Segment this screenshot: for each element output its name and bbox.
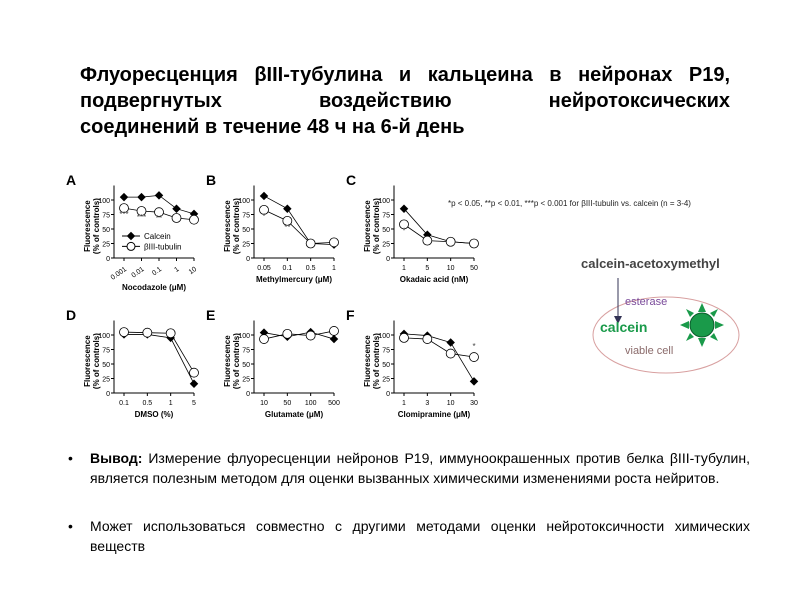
legend-calcein-marker (127, 232, 135, 240)
chart-d (60, 303, 200, 433)
y-axis-label: (% of controls) (232, 333, 241, 390)
tubulin-point (330, 238, 339, 247)
calcein-point (446, 338, 454, 346)
y-axis-label: Fluorescence (223, 200, 232, 252)
y-axis-label: (% of controls) (92, 198, 101, 255)
legend-tubulin: βIII-tubulin (144, 242, 182, 252)
y-tick-label: 25 (242, 376, 250, 384)
series-line-tubulin (264, 331, 334, 339)
calcein-point (190, 379, 198, 387)
tubulin-point (283, 329, 292, 338)
tubulin-point (172, 213, 181, 222)
diagram-top-label: calcein-acetoxymethyl (581, 256, 720, 271)
tubulin-point (470, 239, 479, 248)
tubulin-point (470, 353, 479, 362)
y-tick-label: 25 (382, 376, 390, 384)
cell-outline (593, 297, 739, 373)
y-axis-label: (% of controls) (372, 198, 381, 255)
chart-c (340, 168, 480, 298)
x-tick-label: 10 (260, 400, 268, 407)
tubulin-point (143, 328, 152, 337)
y-tick-label: 75 (242, 212, 250, 220)
y-tick-label: 75 (102, 347, 110, 355)
significance-star: * (472, 342, 476, 352)
y-tick-label: 25 (382, 241, 390, 249)
x-tick-label: 1 (402, 400, 406, 407)
calcein-point (120, 193, 128, 201)
panel-label: C (346, 172, 357, 188)
legend-tubulin-marker (127, 242, 135, 250)
y-tick-label: 0 (386, 256, 390, 263)
x-tick-label: 0.01 (130, 265, 146, 280)
y-tick-label: 50 (102, 227, 110, 234)
fluorescent-cell-icon (680, 303, 724, 347)
calcein-point (330, 335, 338, 343)
x-tick-label: 50 (470, 265, 478, 272)
tubulin-point (400, 333, 409, 342)
y-tick-label: 0 (106, 256, 110, 263)
x-axis-label: DMSO (%) (134, 410, 174, 419)
series-line-tubulin (404, 224, 474, 243)
x-tick-label: 0.05 (257, 265, 271, 272)
series-line-calcein (404, 334, 474, 382)
significance-star: * (402, 226, 406, 236)
significance-star: *** (136, 213, 147, 223)
calcein-diagram (580, 250, 780, 380)
y-tick-label: 25 (102, 241, 110, 249)
calcein-point (155, 191, 163, 199)
series-line-calcein (124, 334, 194, 383)
bullet-text: Может использоваться совместно с другими методами оценки нейротоксичности химических веществ (90, 518, 750, 554)
y-tick-label: 50 (242, 227, 250, 234)
x-tick-label: 0.1 (282, 265, 293, 272)
bullet-icon: • (68, 450, 73, 466)
y-tick-label: 0 (246, 391, 250, 398)
calcein-point (470, 377, 478, 385)
series-line-tubulin (124, 332, 194, 373)
significance-star: * (262, 211, 266, 221)
calcein-point (260, 192, 268, 200)
x-tick-label: 5 (192, 400, 196, 407)
panel-label: E (206, 307, 216, 323)
x-tick-label: 1 (332, 265, 336, 272)
x-axis-label: Okadaic acid (nM) (399, 275, 469, 284)
title-line-1: Флуоресценция βIII-тубулина и кальцеина в нейронах P19, подвергнутых воздействию нейротоксических (80, 64, 730, 112)
panel-label: B (206, 172, 217, 188)
y-tick-label: 0 (386, 391, 390, 398)
y-axis-label: Fluorescence (363, 200, 372, 252)
y-axis-label: (% of controls) (232, 198, 241, 255)
y-tick-label: 25 (242, 241, 250, 249)
significance-star: ** (155, 214, 163, 224)
x-tick-label: 100 (304, 400, 317, 407)
tubulin-point (423, 335, 432, 344)
x-tick-label: 10 (187, 265, 199, 277)
tubulin-point (306, 331, 315, 340)
tubulin-point (423, 236, 432, 245)
y-tick-label: 50 (382, 227, 390, 234)
y-tick-label: 75 (102, 212, 110, 220)
legend-calcein: Calcein (144, 231, 171, 241)
x-tick-label: 1 (168, 400, 173, 407)
x-axis-label: Methylmercury (μM) (255, 275, 333, 284)
series-line-calcein (404, 209, 474, 244)
calcein-point (172, 204, 180, 212)
slide-title (80, 62, 730, 140)
y-axis-label: Fluorescence (83, 200, 92, 252)
calcein-point (283, 204, 291, 212)
tubulin-point (306, 239, 315, 248)
y-tick-label: 100 (98, 333, 110, 340)
calcein-point (137, 193, 145, 201)
y-tick-label: 0 (106, 391, 110, 398)
x-tick-label: 1 (402, 265, 406, 272)
x-axis-label: Nocodazole (μM) (121, 283, 187, 292)
x-tick-label: 0.5 (142, 400, 153, 407)
panel-label: F (346, 307, 355, 323)
tubulin-point (446, 349, 455, 358)
enzyme-label: esterase (625, 296, 668, 308)
y-axis-label: Fluorescence (223, 335, 232, 387)
chart-b (200, 168, 340, 298)
tubulin-point (190, 215, 199, 224)
x-axis-label: Clomipramine (μM) (397, 410, 471, 419)
y-axis-label: Fluorescence (83, 335, 92, 387)
y-tick-label: 100 (238, 198, 250, 205)
x-tick-label: 10 (446, 265, 455, 272)
y-tick-label: 0 (246, 256, 250, 263)
y-axis-label: (% of controls) (372, 333, 381, 390)
cell-label: viable cell (625, 345, 674, 357)
y-tick-label: 100 (378, 198, 390, 205)
y-tick-label: 50 (242, 362, 250, 369)
x-tick-label: 0.1 (119, 400, 129, 407)
tubulin-point (260, 335, 269, 344)
y-axis-label: (% of controls) (92, 333, 101, 390)
x-tick-label: 500 (328, 400, 340, 407)
y-tick-label: 25 (102, 376, 110, 384)
significance-star: ** (284, 222, 291, 232)
x-tick-label: 10 (446, 400, 455, 407)
x-tick-label: 50 (283, 400, 292, 407)
x-axis-label: Glutamate (μM) (264, 410, 324, 419)
x-tick-label: 0.001 (109, 265, 129, 282)
y-tick-label: 75 (242, 347, 250, 355)
tubulin-point (166, 329, 175, 338)
y-axis-label: Fluorescence (363, 335, 372, 387)
y-tick-label: 100 (98, 198, 110, 205)
bullet-icon: • (68, 518, 73, 534)
series-line-calcein (264, 196, 334, 245)
x-tick-label: 3 (425, 400, 430, 407)
calcein-label: calcein (600, 319, 648, 335)
panel-label: D (66, 307, 77, 323)
tubulin-point (120, 328, 129, 337)
title-line-2: соединений в течение 48 ч на 6-й день (80, 116, 465, 138)
x-tick-label: 0.5 (305, 265, 316, 272)
tubulin-point (330, 326, 339, 335)
significance-note: *p < 0.05, **p < 0.01, ***p < 0.001 for βIII-tubulin vs. calcein (n = 3-4) (448, 199, 691, 208)
significance-star: *** (119, 210, 129, 220)
tubulin-point (190, 368, 199, 377)
series-line-tubulin (404, 338, 474, 357)
chart-a (60, 168, 200, 298)
y-tick-label: 75 (382, 212, 390, 220)
x-tick-label: 0.1 (151, 265, 164, 278)
y-tick-label: 50 (102, 362, 110, 369)
x-tick-label: 1 (173, 265, 181, 274)
y-tick-label: 100 (238, 333, 250, 340)
panel-label: A (66, 172, 77, 188)
y-tick-label: 75 (382, 347, 390, 355)
tubulin-point (446, 237, 455, 246)
x-tick-label: 30 (470, 400, 478, 407)
x-tick-label: 5 (425, 265, 430, 272)
chart-e (200, 303, 340, 433)
y-tick-label: 100 (378, 333, 390, 340)
bullet-bold: Вывод: (90, 450, 143, 466)
chart-f (340, 303, 480, 433)
y-tick-label: 50 (382, 362, 390, 369)
bullet-text: Измерение флуоресценции нейронов P19, иммуноокрашенных против белка βIII-тубулин, является полезным методом для оценки вызванных химическими изменениями роста нейритов. (90, 450, 750, 486)
